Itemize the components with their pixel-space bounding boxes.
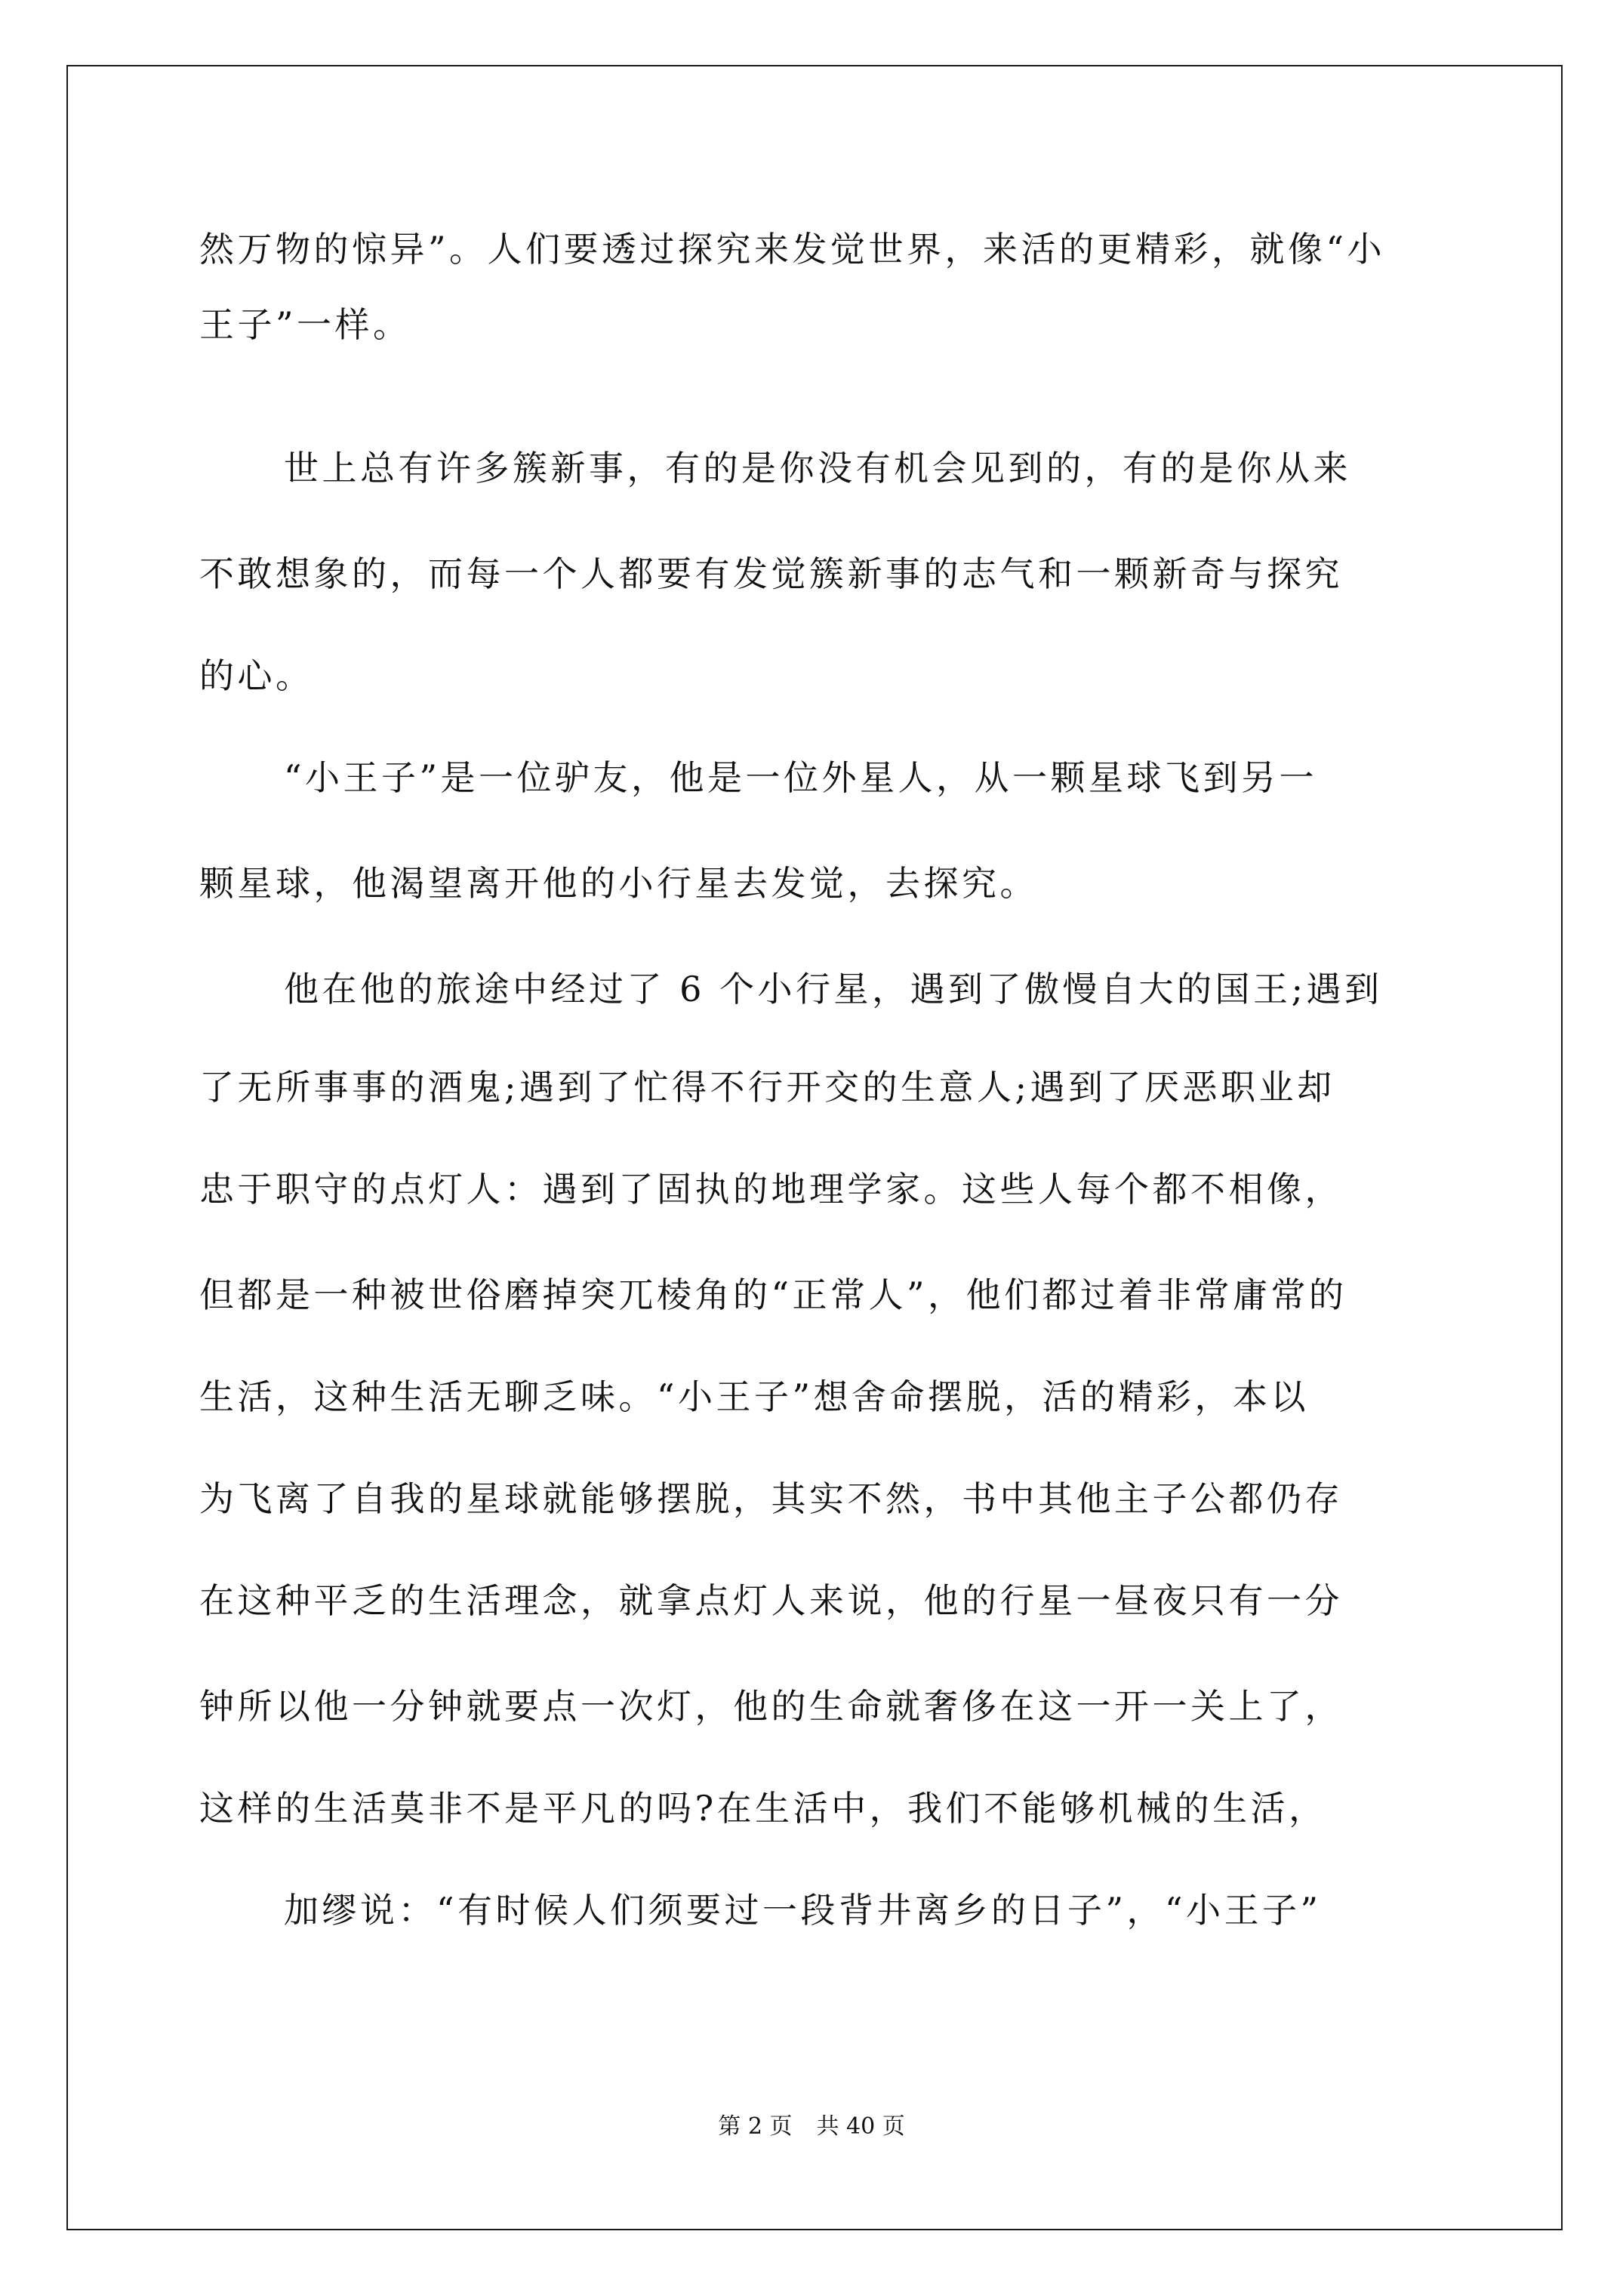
text-line: 生活，这种生活无聊乏味。“小王子”想舍命摆脱，活的精彩，本以 (199, 1376, 1310, 1417)
page-total: 共 40 页 (816, 2113, 905, 2140)
text-line: 忠于职守的点灯人：遇到了固执的地理学家。这些人每个都不相像， (199, 1169, 1343, 1210)
text-line: 但都是一种被世俗磨掉突兀棱角的“正常人”，他们都过着非常庸常的 (199, 1274, 1347, 1315)
text-line: 然万物的惊异”。人们要透过探究来发觉世界，来活的更精彩，就像“小 (199, 229, 1386, 270)
text-line: 这样的生活莫非不是平凡的吗?在生活中，我们不能够机械的生活， (199, 1788, 1327, 1829)
text-line: 王子”一样。 (199, 304, 411, 345)
text-line: 了无所事事的酒鬼;遇到了忙得不行开交的生意人;遇到了厌恶职业却 (199, 1067, 1335, 1108)
text-line: 的心。 (199, 655, 314, 696)
text-line: 加缪说：“有时候人们须要过一段背井离乡的日子”，“小王子” (284, 1890, 1322, 1931)
text-line: 颗星球，他渴望离开他的小行星去发觉，去探究。 (199, 863, 1038, 904)
text-line: 在这种平乏的生活理念，就拿点灯人来说，他的行星一昼夜只有一分 (199, 1580, 1343, 1621)
text-line: 不敢想象的，而每一个人都要有发觉簇新事的志气和一颗新奇与探究 (199, 553, 1343, 594)
page-footer (0, 2112, 1623, 2142)
text-line: “小王子”是一位驴友，他是一位外星人，从一颗星球飞到另一 (284, 757, 1318, 798)
text-line: 他在他的旅途中经过了 6 个小行星，遇到了傲慢自大的国王;遇到 (284, 969, 1383, 1009)
text-line: 钟所以他一分钟就要点一次灯，他的生命就奢侈在这一开一关上了， (199, 1686, 1343, 1727)
page-number: 第 2 页 (718, 2113, 793, 2140)
text-line: 为飞离了自我的星球就能够摆脱，其实不然，书中其他主子公都仍存 (199, 1478, 1343, 1519)
text-line: 世上总有许多簇新事，有的是你没有机会见到的，有的是你从来 (284, 448, 1351, 488)
